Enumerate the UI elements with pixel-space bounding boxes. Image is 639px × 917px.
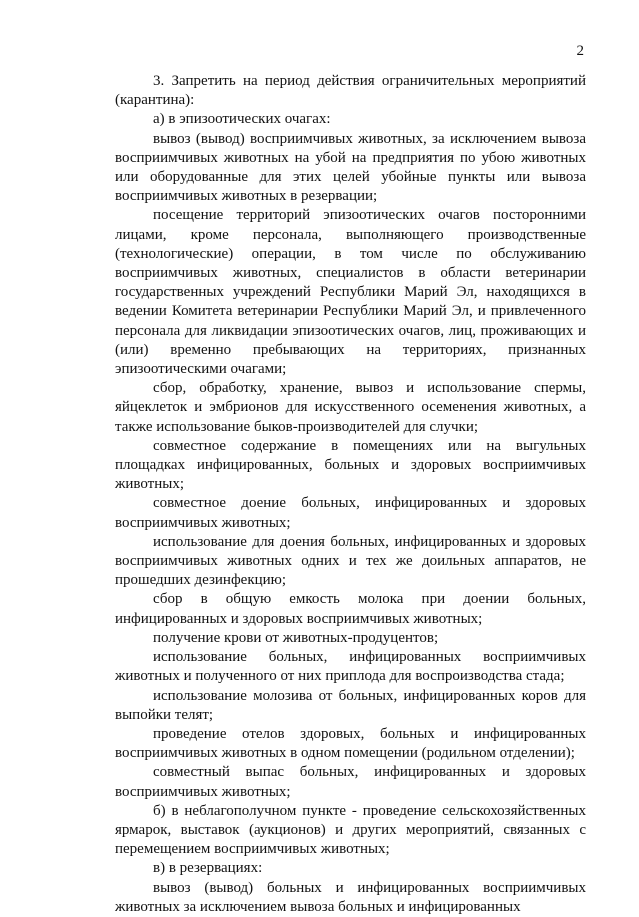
paragraph-milk-collection: сбор в общую емкость молока при доении больных, инфицированных и здоровых восприимчивых животных; bbox=[115, 591, 586, 627]
paragraph-item-3-heading: 3. Запретить на период действия ограничительных мероприятий (карантина): bbox=[115, 73, 586, 109]
paragraph-reservation-removal: вывоз (вывод) больных и инфицированных восприимчивых животных за исключением вывоза больных и инфицированных bbox=[115, 879, 586, 915]
paragraph-blood-collection: получение крови от животных-продуцентов; bbox=[153, 629, 439, 646]
paragraph-collection-sperm: сбор, обработку, хранение, вывоз и использование спермы, яйцеклеток и эмбрионов для искусственного осеменения животных, а также использование быков-производителей для случки; bbox=[115, 380, 586, 435]
paragraph-subitem-a: а) в эпизоотических очагах: bbox=[153, 111, 331, 128]
paragraph-removal: вывоз (вывод) восприимчивых животных, за исключением вывоза восприимчивых животных на убой на предприятия по убою животных или оборудованные для этих целей убойные пункты или вывоза восприимчивых животных в резервации; bbox=[115, 130, 586, 205]
paragraph-subitem-v: в) в резервациях: bbox=[153, 860, 263, 877]
paragraph-visits: посещение территорий эпизоотических очагов посторонними лицами, кроме персонала, выполняющего производственные (технологические) операции, в том числе по обслуживанию восприимчивых животных, специалистов в области ветеринарии государственных учреждений Республики Марий Эл, находящихся в ведении Комитета ветеринарии Республики Марий Эл, и привлеченного персонала для ликвидации эпизоотических очагов, лиц, проживающих и (или) временно пребывающих на территориях, признанных эпизоотическими очагами; bbox=[115, 207, 586, 378]
document-body bbox=[115, 72, 586, 917]
paragraph-joint-milking: совместное доение больных, инфицированных и здоровых восприимчивых животных; bbox=[115, 495, 586, 531]
paragraph-reproduction: использование больных, инфицированных восприимчивых животных и полученного от них приплода для воспроизводства стада; bbox=[115, 649, 586, 685]
paragraph-calving: проведение отелов здоровых, больных и инфицированных восприимчивых животных в одном помещении (родильном отделении); bbox=[115, 725, 586, 762]
paragraph-joint-keeping: совместное содержание в помещениях или на выгульных площадках инфицированных, больных и здоровых восприимчивых животных; bbox=[115, 437, 586, 493]
paragraph-colostrum: использование молозива от больных, инфицированных коров для выпойки телят; bbox=[115, 687, 586, 723]
paragraph-subitem-b: б) в неблагополучном пункте - проведение сельскохозяйственных ярмарок, выставок (аукционов) и других мероприятий, связанных с перемещением восприимчивых животных; bbox=[115, 802, 586, 858]
paragraph-milking-machines: использование для доения больных, инфицированных и здоровых восприимчивых животных одних и тех же доильных аппаратов, не прошедших дезинфекцию; bbox=[115, 533, 586, 589]
paragraph-joint-grazing: совместный выпас больных, инфицированных и здоровых восприимчивых животных; bbox=[115, 764, 586, 800]
page-number: 2 bbox=[576, 43, 584, 59]
